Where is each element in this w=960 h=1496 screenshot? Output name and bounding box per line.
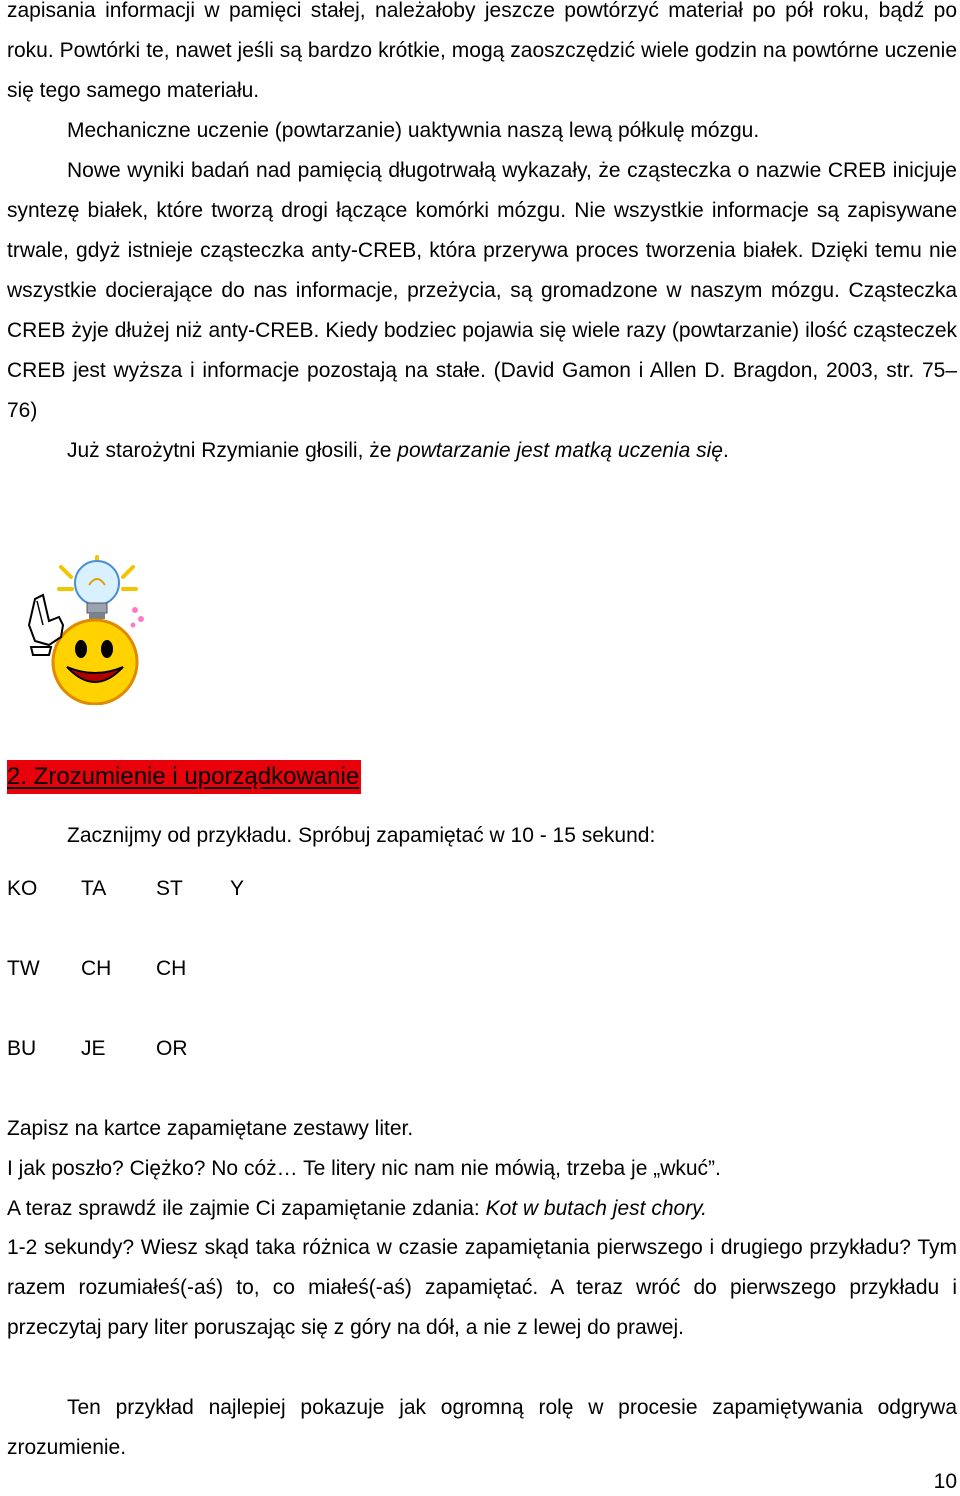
instruction-write-down: Zapisz na kartce zapamiętane zestawy liter. [7, 1117, 414, 1140]
sentence-check-text: A teraz sprawdź ile zajmie Ci zapamiętanie zdania: [7, 1197, 486, 1220]
letter-cell: BU [7, 1037, 37, 1060]
letter-cell: ST [156, 877, 183, 900]
letter-cell: TW [7, 957, 40, 980]
romans-suffix: . [722, 439, 729, 462]
letter-cell: JE [81, 1037, 106, 1060]
section-intro: Zacznijmy od przykładu. Spróbuj zapamiętać w 10 - 15 sekund: [67, 824, 656, 847]
paragraph-review: zapisania informacji w pamięci stałej, należałoby jeszcze powtórzyć materiał po pół roku, bądź po roku. Powtórki te, nawet jeśli są bardzo krótkie, mogą zaoszczędzić wiele godzin na powtórne uczenie się tego samego materiału. [7, 0, 957, 102]
romans-quote: powtarzanie jest matką uczenia się [397, 439, 723, 462]
paragraph-creb: Nowe wyniki badań nad pamięcią długotrwałą wykazały, że cząsteczka o nazwie CREB inicjuje syntezę białek, które tworzą drogi łączące komórki mózgu. Nie wszystkie informacje są zapisywane trwale, gdyż istnieje cząsteczka anty-CREB, która przerywa proces tworzenia białek. Dzięki temu nie wszystkie docierające do nas informacje, przeżycia, są gromadzone w naszym mózgu. Cząsteczka CREB żyje dłużej niż anty-CREB. Kiedy bodziec pojawia się wiele razy (powtarzanie) ilość cząsteczek CREB jest wyższa i informacje pozostają na stałe. (David Gamon i Allen D. Bragdon, 2003, str. 75–76) [7, 159, 957, 422]
example-sentence: Kot w butach jest chory. [485, 1197, 707, 1220]
page-number: 10 [933, 1470, 957, 1493]
letter-cell: KO [7, 877, 38, 900]
romans-text: Już starożytni Rzymianie głosili, że [67, 439, 398, 462]
letter-cell: OR [156, 1037, 188, 1060]
letter-cell: CH [81, 957, 112, 980]
lightbulb-smiley-icon [5, 555, 160, 705]
sentence-check [7, 1195, 707, 1223]
question-how-did-it-go: I jak poszło? Ciężko? No cóż… Te litery nic nam nie mówią, trzeba je „wkuć”. [7, 1157, 721, 1180]
letter-cell: TA [81, 877, 107, 900]
letter-cell: CH [156, 957, 187, 980]
section-heading: 2. Zrozumienie i uporządkowanie [7, 760, 361, 794]
paragraph-mechanical-learning: Mechaniczne uczenie (powtarzanie) uaktywnia naszą lewą półkulę mózgu. [67, 119, 760, 142]
paragraph-romans [7, 431, 957, 471]
paragraph-conclusion: Ten przykład najlepiej pokazuje jak ogromną rolę w procesie zapamiętywania odgrywa zrozumienie. [7, 1396, 957, 1459]
paragraph-explanation: 1-2 sekundy? Wiesz skąd taka różnica w czasie zapamiętania pierwszego i drugiego przykładu? Tym razem rozumiałeś(-aś) to, co miałeś(-aś) zapamiętać. A teraz wróć do pierwszego przykładu i przeczytaj pary liter poruszając się z góry na dół, a nie z lewej do prawej. [7, 1236, 957, 1339]
letter-cell: Y [230, 877, 245, 900]
